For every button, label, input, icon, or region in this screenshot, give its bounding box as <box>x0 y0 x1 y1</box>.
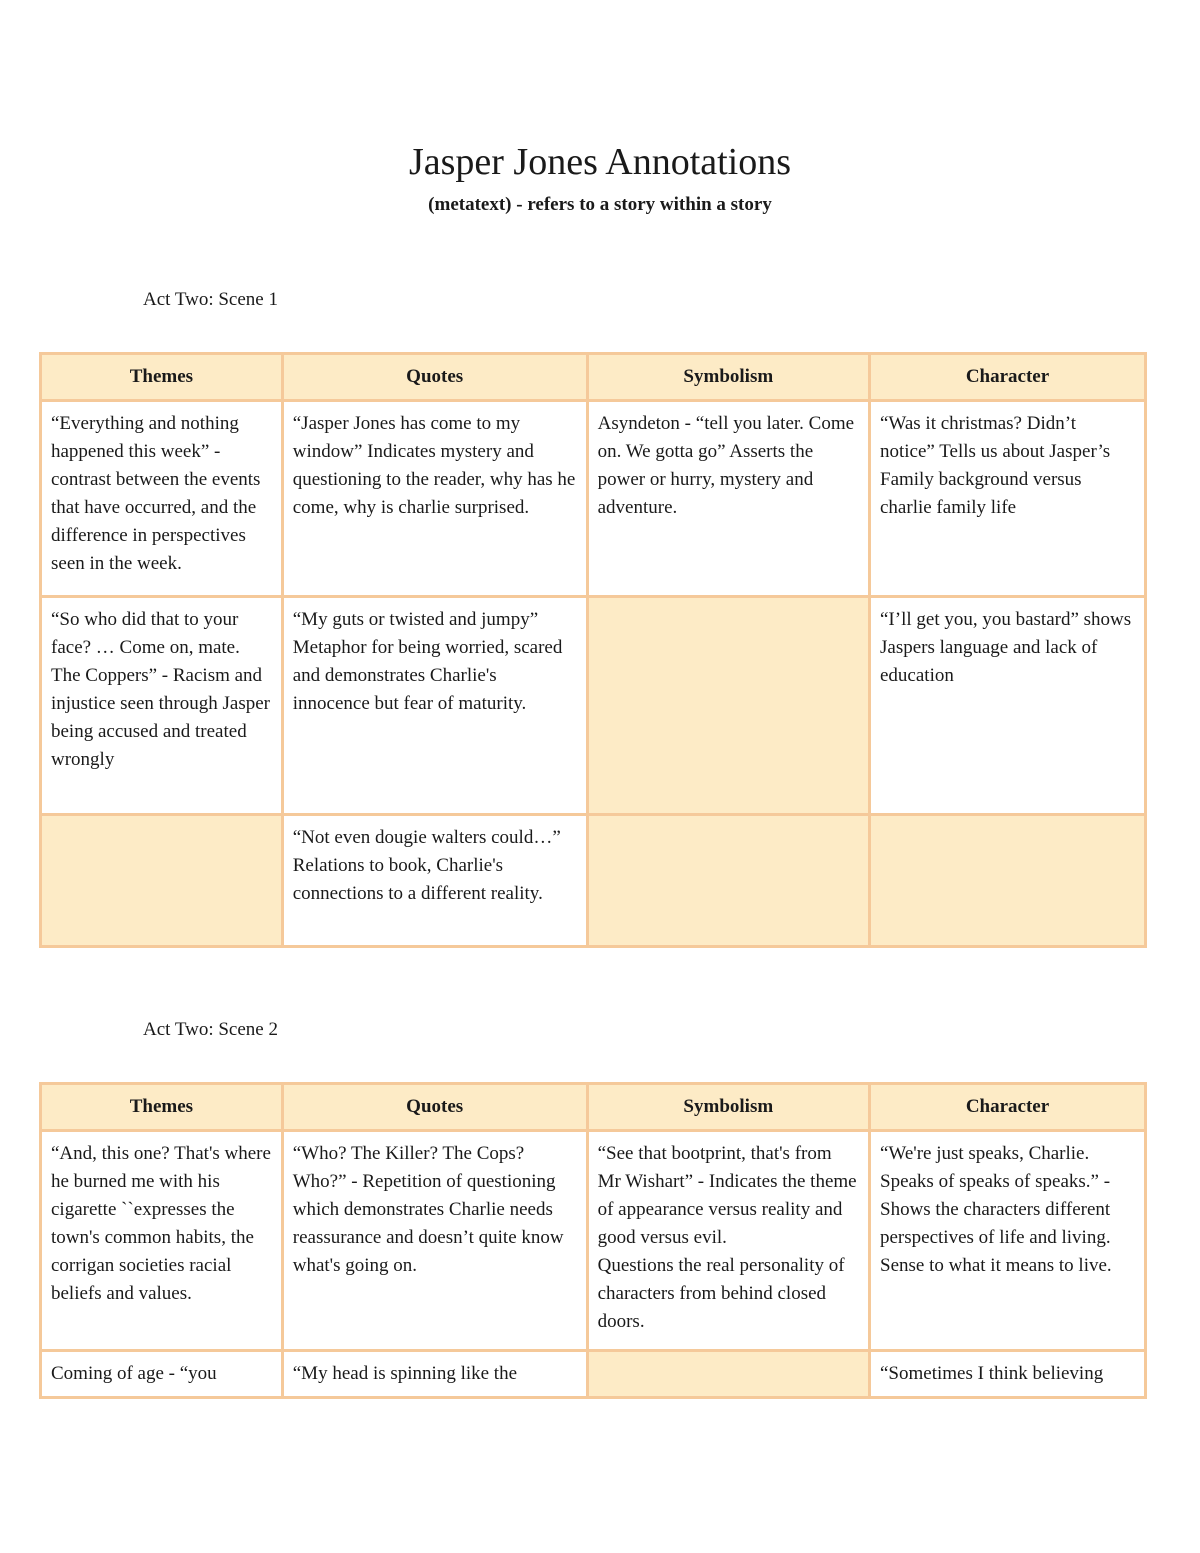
symbolism-text: “See that bootprint, that's from Mr Wishart” - Indicates the theme of appearance versus reality and good versus evil. <box>597 1143 857 1248</box>
quotes-cell: “My guts or twisted and jumpy” Metaphor for being worried, scared and demonstrates Charlie's innocence but fear of maturity. <box>282 597 587 815</box>
header-character: Character <box>870 1084 1146 1131</box>
themes-cell: “Everything and nothing happened this week” - contrast between the events that have occurred, and the difference in perspectives seen in the week. <box>41 401 283 597</box>
header-symbolism: Symbolism <box>587 1084 869 1131</box>
header-character: Character <box>870 354 1146 401</box>
table-row <box>41 815 1146 947</box>
table-row <box>41 597 1146 815</box>
header-quotes: Quotes <box>282 1084 587 1131</box>
header-symbolism: Symbolism <box>587 354 869 401</box>
symbolism-cell <box>587 597 869 815</box>
page-title: Jasper Jones Annotations <box>408 141 792 183</box>
header-themes: Themes <box>41 1084 283 1131</box>
character-cell: “I’ll get you, you bastard” shows Jaspers language and lack of education <box>870 597 1146 815</box>
quotes-cell: “Who? The Killer? The Cops? Who?” - Repetition of questioning which demonstrates Charlie needs reassurance and doesn’t quite know what's going on. <box>282 1131 587 1351</box>
page-subtitle: (metatext) - refers to a story within a story <box>428 194 772 215</box>
header-quotes: Quotes <box>282 354 587 401</box>
header-themes: Themes <box>41 354 283 401</box>
scene-1-label: Act Two: Scene 1 <box>143 289 278 310</box>
scene-1-table <box>39 352 1147 948</box>
scene-2-table <box>39 1082 1147 1399</box>
table-row <box>41 1131 1146 1351</box>
character-cell: “Was it christmas? Didn’t notice” Tells us about Jasper’s Family background versus charlie family life <box>870 401 1146 597</box>
scene-2-label: Act Two: Scene 2 <box>143 1019 278 1040</box>
table-header-row <box>41 354 1146 401</box>
quotes-cell: “My head is spinning like the <box>282 1351 587 1398</box>
character-cell <box>870 815 1146 947</box>
themes-cell <box>41 815 283 947</box>
character-cell: “Sometimes I think believing <box>870 1351 1146 1398</box>
character-cell: “We're just speaks, Charlie. Speaks of speaks of speaks.” - Shows the characters different perspectives of life and living. Sense to what it means to live. <box>870 1131 1146 1351</box>
table-row <box>41 401 1146 597</box>
quotes-cell: “Jasper Jones has come to my window” Indicates mystery and questioning to the reader, why has he come, why is charlie surprised. <box>282 401 587 597</box>
symbolism-cell <box>587 1351 869 1398</box>
table-row <box>41 1351 1146 1398</box>
table-header-row <box>41 1084 1146 1131</box>
symbolism-cell <box>587 1131 869 1351</box>
symbolism-cell: Asyndeton - “tell you later. Come on. We gotta go” Asserts the power or hurry, mystery and adventure. <box>587 401 869 597</box>
symbolism-text-extra: Questions the real personality of characters from behind closed doors. <box>597 1255 845 1332</box>
quotes-cell: “Not even dougie walters could…” Relations to book, Charlie's connections to a different reality. <box>282 815 587 947</box>
themes-cell: “And, this one? That's where he burned me with his cigarette ``expresses the town's common habits, the corrigan societies racial beliefs and values. <box>41 1131 283 1351</box>
themes-cell: Coming of age - “you <box>41 1351 283 1398</box>
symbolism-cell <box>587 815 869 947</box>
themes-cell: “So who did that to your face? … Come on, mate. The Coppers” - Racism and injustice seen through Jasper being accused and treated wrongly <box>41 597 283 815</box>
